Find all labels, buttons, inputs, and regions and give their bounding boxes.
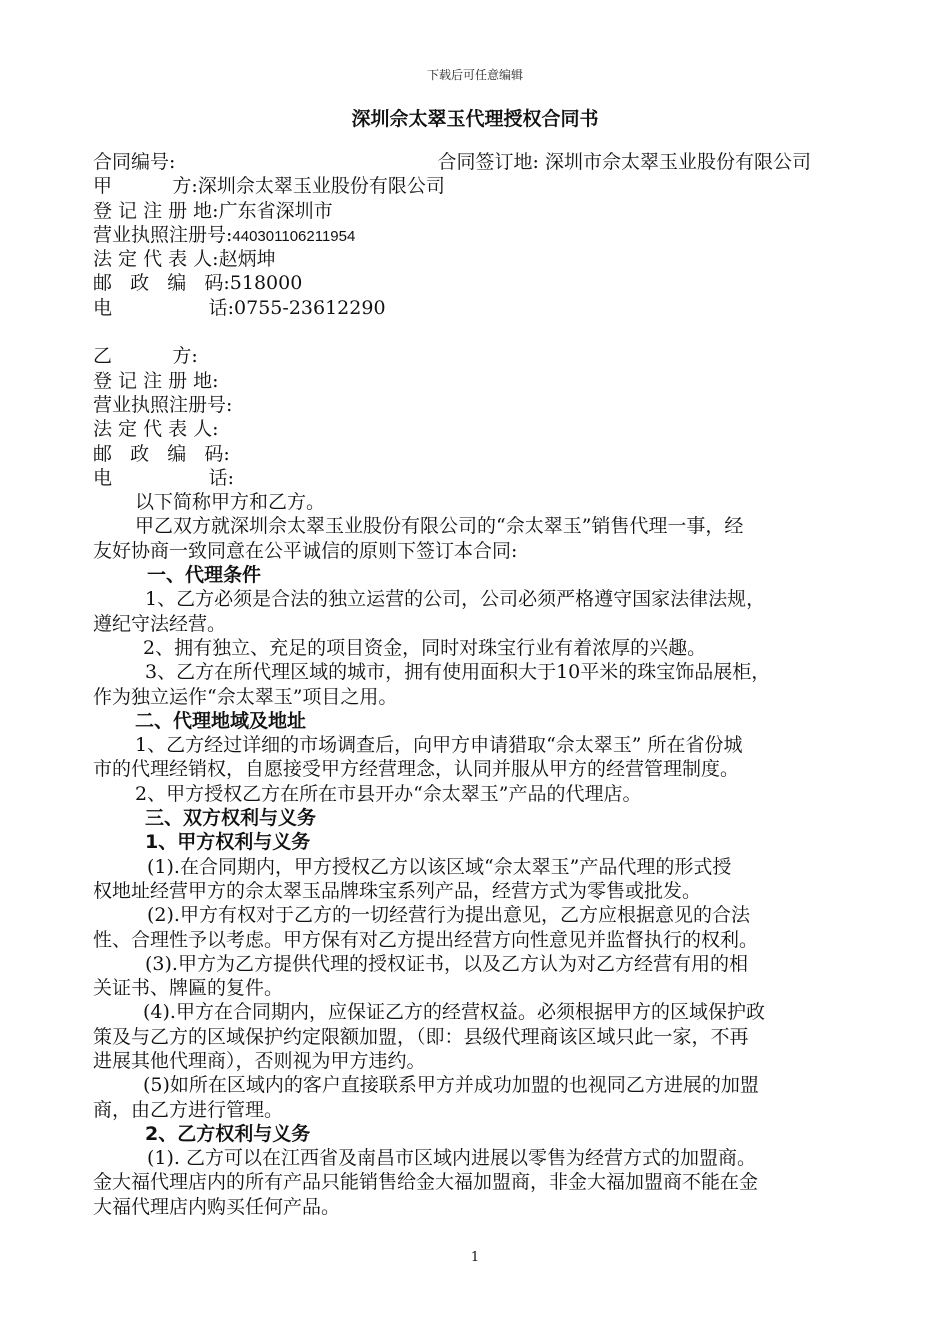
paragraph-line: (1).在合同期内，甲方授权乙方以该区域“佘太翠玉”产品代理的形式授 <box>147 855 732 878</box>
party-b-reg-label: 登 记 注 册 地: <box>93 369 219 392</box>
section-heading: 一、代理条件 <box>147 564 262 587</box>
party-b-rep-row <box>93 417 883 441</box>
blank-line <box>93 320 883 344</box>
contract-body <box>93 150 883 1219</box>
paragraph-line: 市的代理经销权，自愿接受甲方经营理念，认同并服从甲方的经营管理制度。 <box>93 758 740 781</box>
party-a-post-label: 邮 政 编 码: <box>93 272 230 295</box>
paragraph-line: 3、乙方在所代理区域的城市，拥有使用面积大于10平米的珠宝饰品展柜， <box>145 661 771 684</box>
paragraph-line: 2、拥有独立、充足的项目资金，同时对珠宝行业有着浓厚的兴趣。 <box>143 636 707 659</box>
page-number: 1 <box>470 1250 480 1265</box>
sign-place-label: 合同签订地: <box>437 151 539 173</box>
contract-no-label: 合同编号: <box>93 151 176 173</box>
party-a-rep-label: 法 定 代 表 人: <box>93 248 219 271</box>
party-b-rep-label: 法 定 代 表 人: <box>93 418 219 441</box>
paragraph-line: 商，由乙方进行管理。 <box>93 1098 284 1121</box>
paragraph-line: (2).甲方有权对于乙方的一切经营行为提出意见，乙方应根据意见的合法 <box>147 904 750 927</box>
paragraph-line: 1、乙方经过详细的市场调查后，向甲方申请猎取“佘太翠玉” 所在省份城 <box>135 734 743 757</box>
paragraph-line: 遵纪守法经营。 <box>93 612 227 635</box>
subsection-heading: 1、甲方权利与义务 <box>145 831 311 854</box>
party-a-name-label: 甲 方: <box>93 175 198 198</box>
paragraph-line: 关证书、牌匾的复件。 <box>93 977 284 1000</box>
party-a-tel: 0755-23612290 <box>234 296 386 319</box>
party-b-name-label: 乙 方: <box>93 345 198 368</box>
party-a-name: 深圳佘太翠玉业股份有限公司 <box>197 175 445 198</box>
party-a-reg-row <box>93 199 883 223</box>
paragraph-line: 策及与乙方的区域保护约定限额加盟，（即：县级代理商该区域只此一家，不再 <box>93 1025 749 1048</box>
paragraph-line: 2、甲方授权乙方在所在市县开办“佘太翠玉”产品的代理店。 <box>135 782 642 805</box>
party-a-tel-row <box>93 296 883 320</box>
party-a-post-row <box>93 271 883 295</box>
party-b-tel-label: 电 话: <box>93 466 235 489</box>
party-b-license-row <box>93 393 883 417</box>
section-heading: 二、代理地域及地址 <box>135 709 307 732</box>
paragraph-line: 金大福代理店内的所有产品只能销售给金大福加盟商，非金大福加盟商不能在金 <box>93 1171 759 1194</box>
paragraph-line: 甲乙双方就深圳佘太翠玉业股份有限公司的“佘太翠玉”销售代理一事，经 <box>135 515 744 538</box>
party-a-rep: 赵炳坤 <box>218 248 276 271</box>
sign-place-value: 深圳市佘太翠玉业股份有限公司 <box>544 151 811 173</box>
paragraph-line: (5)如所在区域内的客户直接联系甲方并成功加盟的也视同乙方进展的加盟 <box>143 1074 759 1097</box>
party-a-name-row <box>93 174 883 198</box>
party-a-tel-label: 电 话: <box>93 296 235 319</box>
party-b-post-label: 邮 政 编 码: <box>93 442 230 465</box>
paragraph-line: 权地址经营甲方的佘太翠玉品牌珠宝系列产品，经营方式为零售或批发。 <box>93 879 702 902</box>
paragraph-line: (1). 乙方可以在江西省及南昌市区域内进展以零售为经营方式的加盟商。 <box>147 1147 756 1170</box>
party-a-license-label: 营业执照注册号: <box>93 223 233 246</box>
party-b-tel-row <box>93 466 883 490</box>
party-a-rep-row <box>93 247 883 271</box>
party-a-reg: 广东省深圳市 <box>218 199 333 222</box>
paragraph-line: (4).甲方在合同期内，应保证乙方的经营权益。必须根据甲方的区域保护政 <box>143 1001 765 1024</box>
party-a-license: 440301106211954 <box>232 227 356 245</box>
paragraph-line: 进展其他代理商），否则视为甲方违约。 <box>93 1049 426 1072</box>
subsection-heading: 2、乙方权利与义务 <box>145 1122 311 1145</box>
document-title: 深圳佘太翠玉代理授权合同书 <box>351 108 599 130</box>
header-note: 下载后可任意编辑 <box>426 68 523 82</box>
paragraph-line: 以下简称甲方和乙方。 <box>135 491 326 514</box>
paragraph-line: 1、乙方必须是合法的独立运营的公司，公司必须严格遵守国家法律法规， <box>145 588 766 611</box>
contract-meta-row <box>93 150 883 174</box>
party-a-license-row <box>93 223 883 247</box>
party-b-license-label: 营业执照注册号: <box>93 393 233 416</box>
party-b-name-row <box>93 344 883 368</box>
party-a-post: 518000 <box>229 272 303 295</box>
paragraph-line: 性、合理性予以考虑。甲方保有对乙方提出经营方向性意见并监督执行的权利。 <box>93 928 759 951</box>
party-b-reg-row <box>93 369 883 393</box>
paragraph-line: (3).甲方为乙方提供代理的授权证书，以及乙方认为对乙方经营有用的相 <box>145 952 748 975</box>
paragraph-line: 作为独立运作“佘太翠玉”项目之用。 <box>93 685 398 708</box>
paragraph-line: 友好协商一致同意在公平诚信的原则下签订本合同: <box>93 539 518 562</box>
party-a-reg-label: 登 记 注 册 地: <box>93 199 219 222</box>
paragraph-line: 大福代理店内购买任何产品。 <box>93 1195 341 1218</box>
section-heading: 三、双方权利与义务 <box>145 807 317 830</box>
party-b-post-row <box>93 442 883 466</box>
